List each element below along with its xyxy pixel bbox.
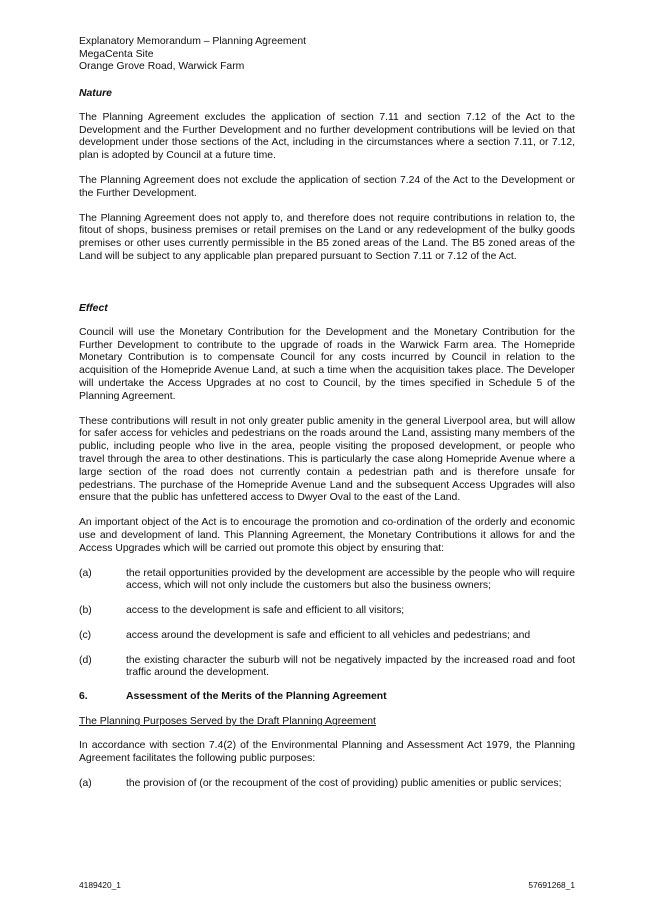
list-item-text: the existing character the suburb will not be negatively impacted by the increased road and foot traffic around the development. [126, 654, 575, 679]
nature-paragraph-1: The Planning Agreement excludes the application of section 7.11 and section 7.12 of the Act to the Development and the Further Development and no further development contributions will be levied on that development under those sections of the Act, including in the circumstances where a section 7.11, or 7.12, plan is adopted by Council at a future time. [79, 111, 575, 162]
list-item-number: (d) [79, 654, 92, 666]
list-item-number: (c) [79, 629, 92, 641]
document-page [79, 36, 575, 791]
list-item [79, 605, 575, 618]
effect-paragraph-2: These contributions will result in not only greater public amenity in the general Liverpool area, but will allow for safer access for vehicles and pedestrians on the roads around the Land, assisting many members of the public, including people who live in the area, people visiting the proposed development, or people who travel through the area to other destinations. This is particularly the case along Homepride Avenue where a large section of the road does not currently contain a pedestrian path and is therefore unsafe for pedestrians. The purchase of the Homepride Avenue Land and the subsequent Access Upgrades will also ensure that the public has unfettered access to Dwyer Oval to the east of the Land. [79, 415, 575, 504]
list-item [79, 630, 575, 643]
section-heading [79, 690, 575, 703]
list-item-text: access to the development is safe and efficient to all visitors; [126, 605, 405, 617]
nature-paragraph-3: The Planning Agreement does not apply to, and therefore does not require contributions in relation to, the fitout of shops, business premises or retail premises on the Land or any redevelopment of the bulky goods premises or other uses currently permissible in the B5 zoned areas of the Land. The B5 zoned areas of the Land will be subject to any applicable plan prepared pursuant to Section 7.11 or 7.12 of the Act. [79, 212, 575, 262]
document-header [79, 36, 575, 74]
footer-document-id-right: 57691268_1 [528, 880, 575, 890]
nature-paragraph-2: The Planning Agreement does not exclude the application of section 7.24 of the Act to the Development or the Further Development. [79, 174, 575, 199]
list-item-text: access around the development is safe and efficient to all vehicles and pedestrians; and [126, 629, 531, 641]
effect-paragraph-1: Council will use the Monetary Contribution for the Development and the Monetary Contribution for the Further Development to contribute to the upgrade of roads in the Warwick Farm area. The Homepride Monetary Contribution is to compensate Council for any costs incurred by Council in relation to the acquisition of the Homepride Avenue Land, at such a time when the acquisition takes place. The Developer will undertake the Access Upgrades at no cost to Council, by the times specified in Schedule 5 of the Planning Agreement. [79, 326, 575, 402]
section-subheading: The Planning Purposes Served by the Draft Planning Agreement [79, 716, 376, 728]
nature-heading: Nature [79, 87, 112, 99]
effect-paragraph-3: An important object of the Act is to encourage the promotion and co-ordination of the orderly and economic use and development of land. This Planning Agreement, the Monetary Contributions it allows for and the Access Upgrades which will be carried out promote this object by ensuring that: [79, 517, 575, 554]
list-item-number: (a) [79, 567, 92, 579]
list-item [79, 568, 575, 594]
list-item-text: the provision of (or the recoupment of the cost of providing) public amenities or public services; [126, 777, 562, 789]
header-site: MegaCenta Site [79, 48, 154, 60]
header-title: Explanatory Memorandum – Planning Agreement [79, 36, 306, 47]
list-item [79, 655, 575, 681]
list-item [79, 778, 575, 791]
list-item-text: the retail opportunities provided by the development are accessible by the people who will require access, which will not only include the customers but also the business owners; [126, 567, 575, 592]
section-number: 6. [79, 691, 88, 703]
effect-heading: Effect [79, 302, 108, 314]
footer-document-id-left: 4189420_1 [79, 880, 121, 890]
list-item-number: (b) [79, 605, 92, 617]
section-paragraph: In accordance with section 7.4(2) of the Environmental Planning and Assessment Act 1979, the Planning Agreement facilitates the following public purposes: [79, 740, 575, 765]
list-item-number: (a) [79, 777, 92, 789]
header-address: Orange Grove Road, Warwick Farm [79, 61, 245, 73]
section-title: Assessment of the Merits of the Planning Agreement [126, 691, 387, 703]
